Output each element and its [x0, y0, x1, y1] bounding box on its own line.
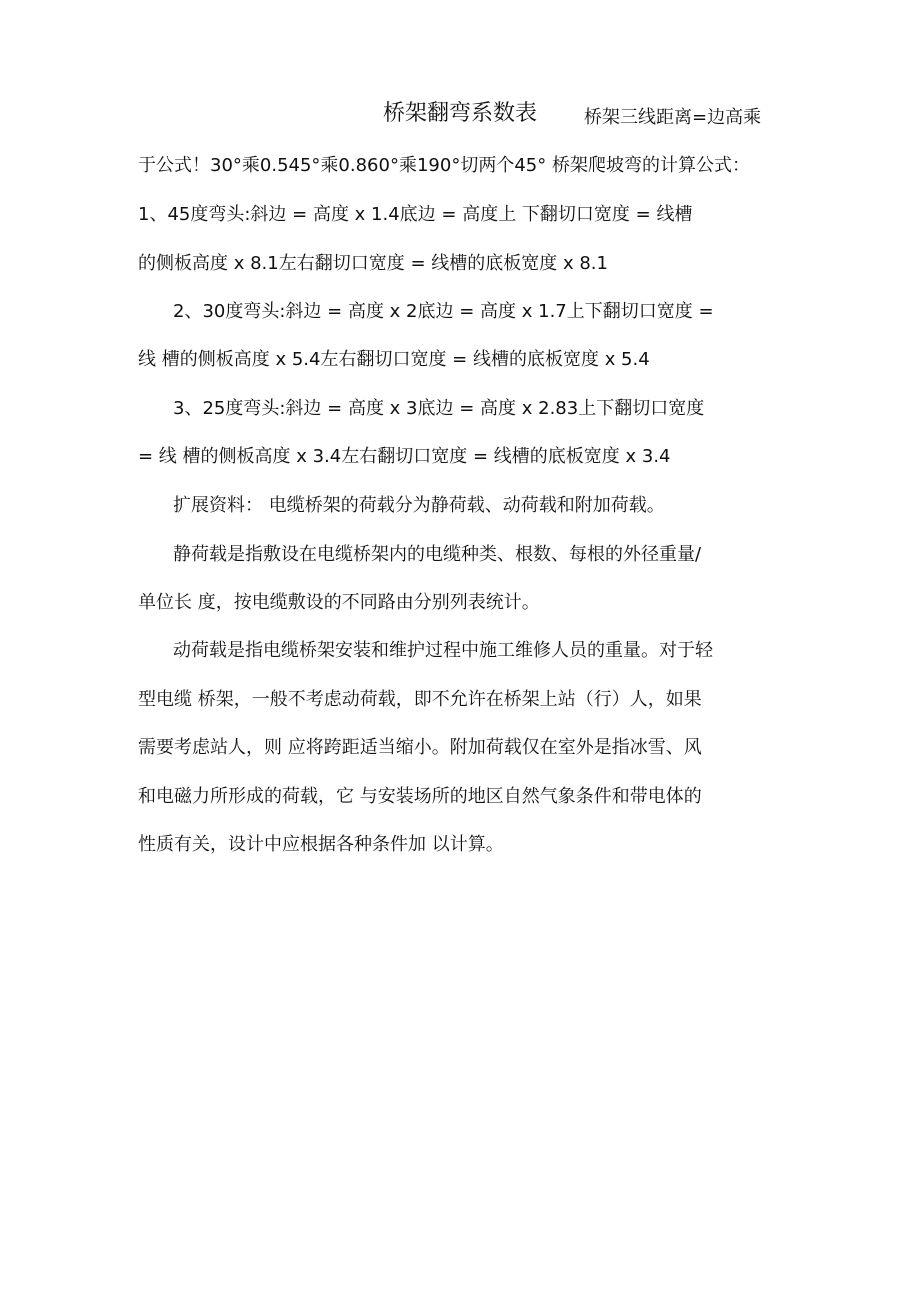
- document-subtitle: 桥架三线距离=边高乘: [584, 107, 762, 128]
- text-line: 单位长 度，按电缆敷设的不同路由分别列表统计。: [138, 592, 540, 613]
- text-line: 性质有关，设计中应根据各种条件加 以计算。: [138, 834, 504, 855]
- text-line: 扩展资料： 电缆桥架的荷载分为静荷载、动荷载和附加荷载。: [173, 495, 665, 516]
- text-line: 的侧板高度 x 8.1左右翻切口宽度 = 线槽的底板宽度 x 8.1: [138, 253, 608, 274]
- text-line: 2、30度弯头:斜边 = 高度 x 2底边 = 高度 x 1.7上下翻切口宽度 =: [173, 301, 714, 322]
- text-line: = 线 槽的侧板高度 x 3.4左右翻切口宽度 = 线槽的底板宽度 x 3.4: [138, 446, 671, 467]
- text-line: 1、45度弯头:斜边 = 高度 x 1.4底边 = 高度上 下翻切口宽度 = 线槽: [138, 204, 693, 225]
- document-title: 桥架翻弯系数表: [383, 101, 538, 126]
- text-line: 需要考虑站人，则 应将跨距适当缩小。附加荷载仅在室外是指冰雪、风: [138, 737, 702, 758]
- text-line: 和电磁力所形成的荷载，它 与安装场所的地区自然气象条件和带电体的: [138, 786, 702, 807]
- text-line: 3、25度弯头:斜边 = 高度 x 3底边 = 高度 x 2.83上下翻切口宽度: [173, 398, 705, 419]
- text-line: 于公式！30°乘0.545°乘0.860°乘190°切两个45° 桥架爬坡弯的计算公式：: [138, 155, 750, 176]
- text-line: 静荷载是指敷设在电缆桥架内的电缆种类、根数、每根的外径重量/: [173, 544, 702, 565]
- text-line: 动荷载是指电缆桥架安装和维护过程中施工维修人员的重量。对于轻: [173, 640, 713, 661]
- text-line: 线 槽的侧板高度 x 5.4左右翻切口宽度 = 线槽的底板宽度 x 5.4: [138, 349, 650, 370]
- text-line: 型电缆 桥架，一般不考虑动荷载，即不允许在桥架上站（行）人，如果: [138, 689, 702, 710]
